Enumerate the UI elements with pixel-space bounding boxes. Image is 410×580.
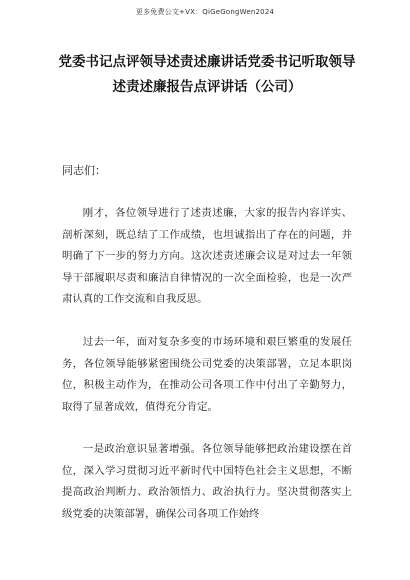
header-note: 更多免费公文+VX：QiGeGongWen2024	[135, 8, 275, 16]
paragraph: 刚才，各位领导进行了述责述廉，大家的报告内容详实、剖析深刻，既总结了工作成绩，也坦诚指出了存在的问题，并明确了下一步的努力方向。这次述责述廉会议是对过去一年领导干部履职尽责和廉洁自律情况的一次全面检验，也是一次严肃认真的工作交流和自我反思。	[62, 207, 352, 305]
salutation: 同志们：	[62, 164, 106, 177]
paragraph: 一是政治意识显著增强。各位领导能够把政治建设摆在首位，深入学习贯彻习近平新时代中国特色社会主义思想，不断提高政治判断力、政治领悟力、政治执行力。坚决贯彻落实上级党委的决策部署，确保公司各项工作始终	[62, 443, 352, 520]
paragraph: 过去一年，面对复杂多变的市场环境和艰巨繁重的发展任务，各位领导能够紧密围绕公司党委的决策部署，立足本职岗位，积极主动作为，在推动公司各项工作中付出了辛勤努力，取得了显著成效，值得充分肯定。	[62, 336, 352, 413]
document-title: 党委书记点评领导述责述廉讲话党委书记听取领导述责述廉报告点评讲话（公司）	[58, 54, 356, 95]
